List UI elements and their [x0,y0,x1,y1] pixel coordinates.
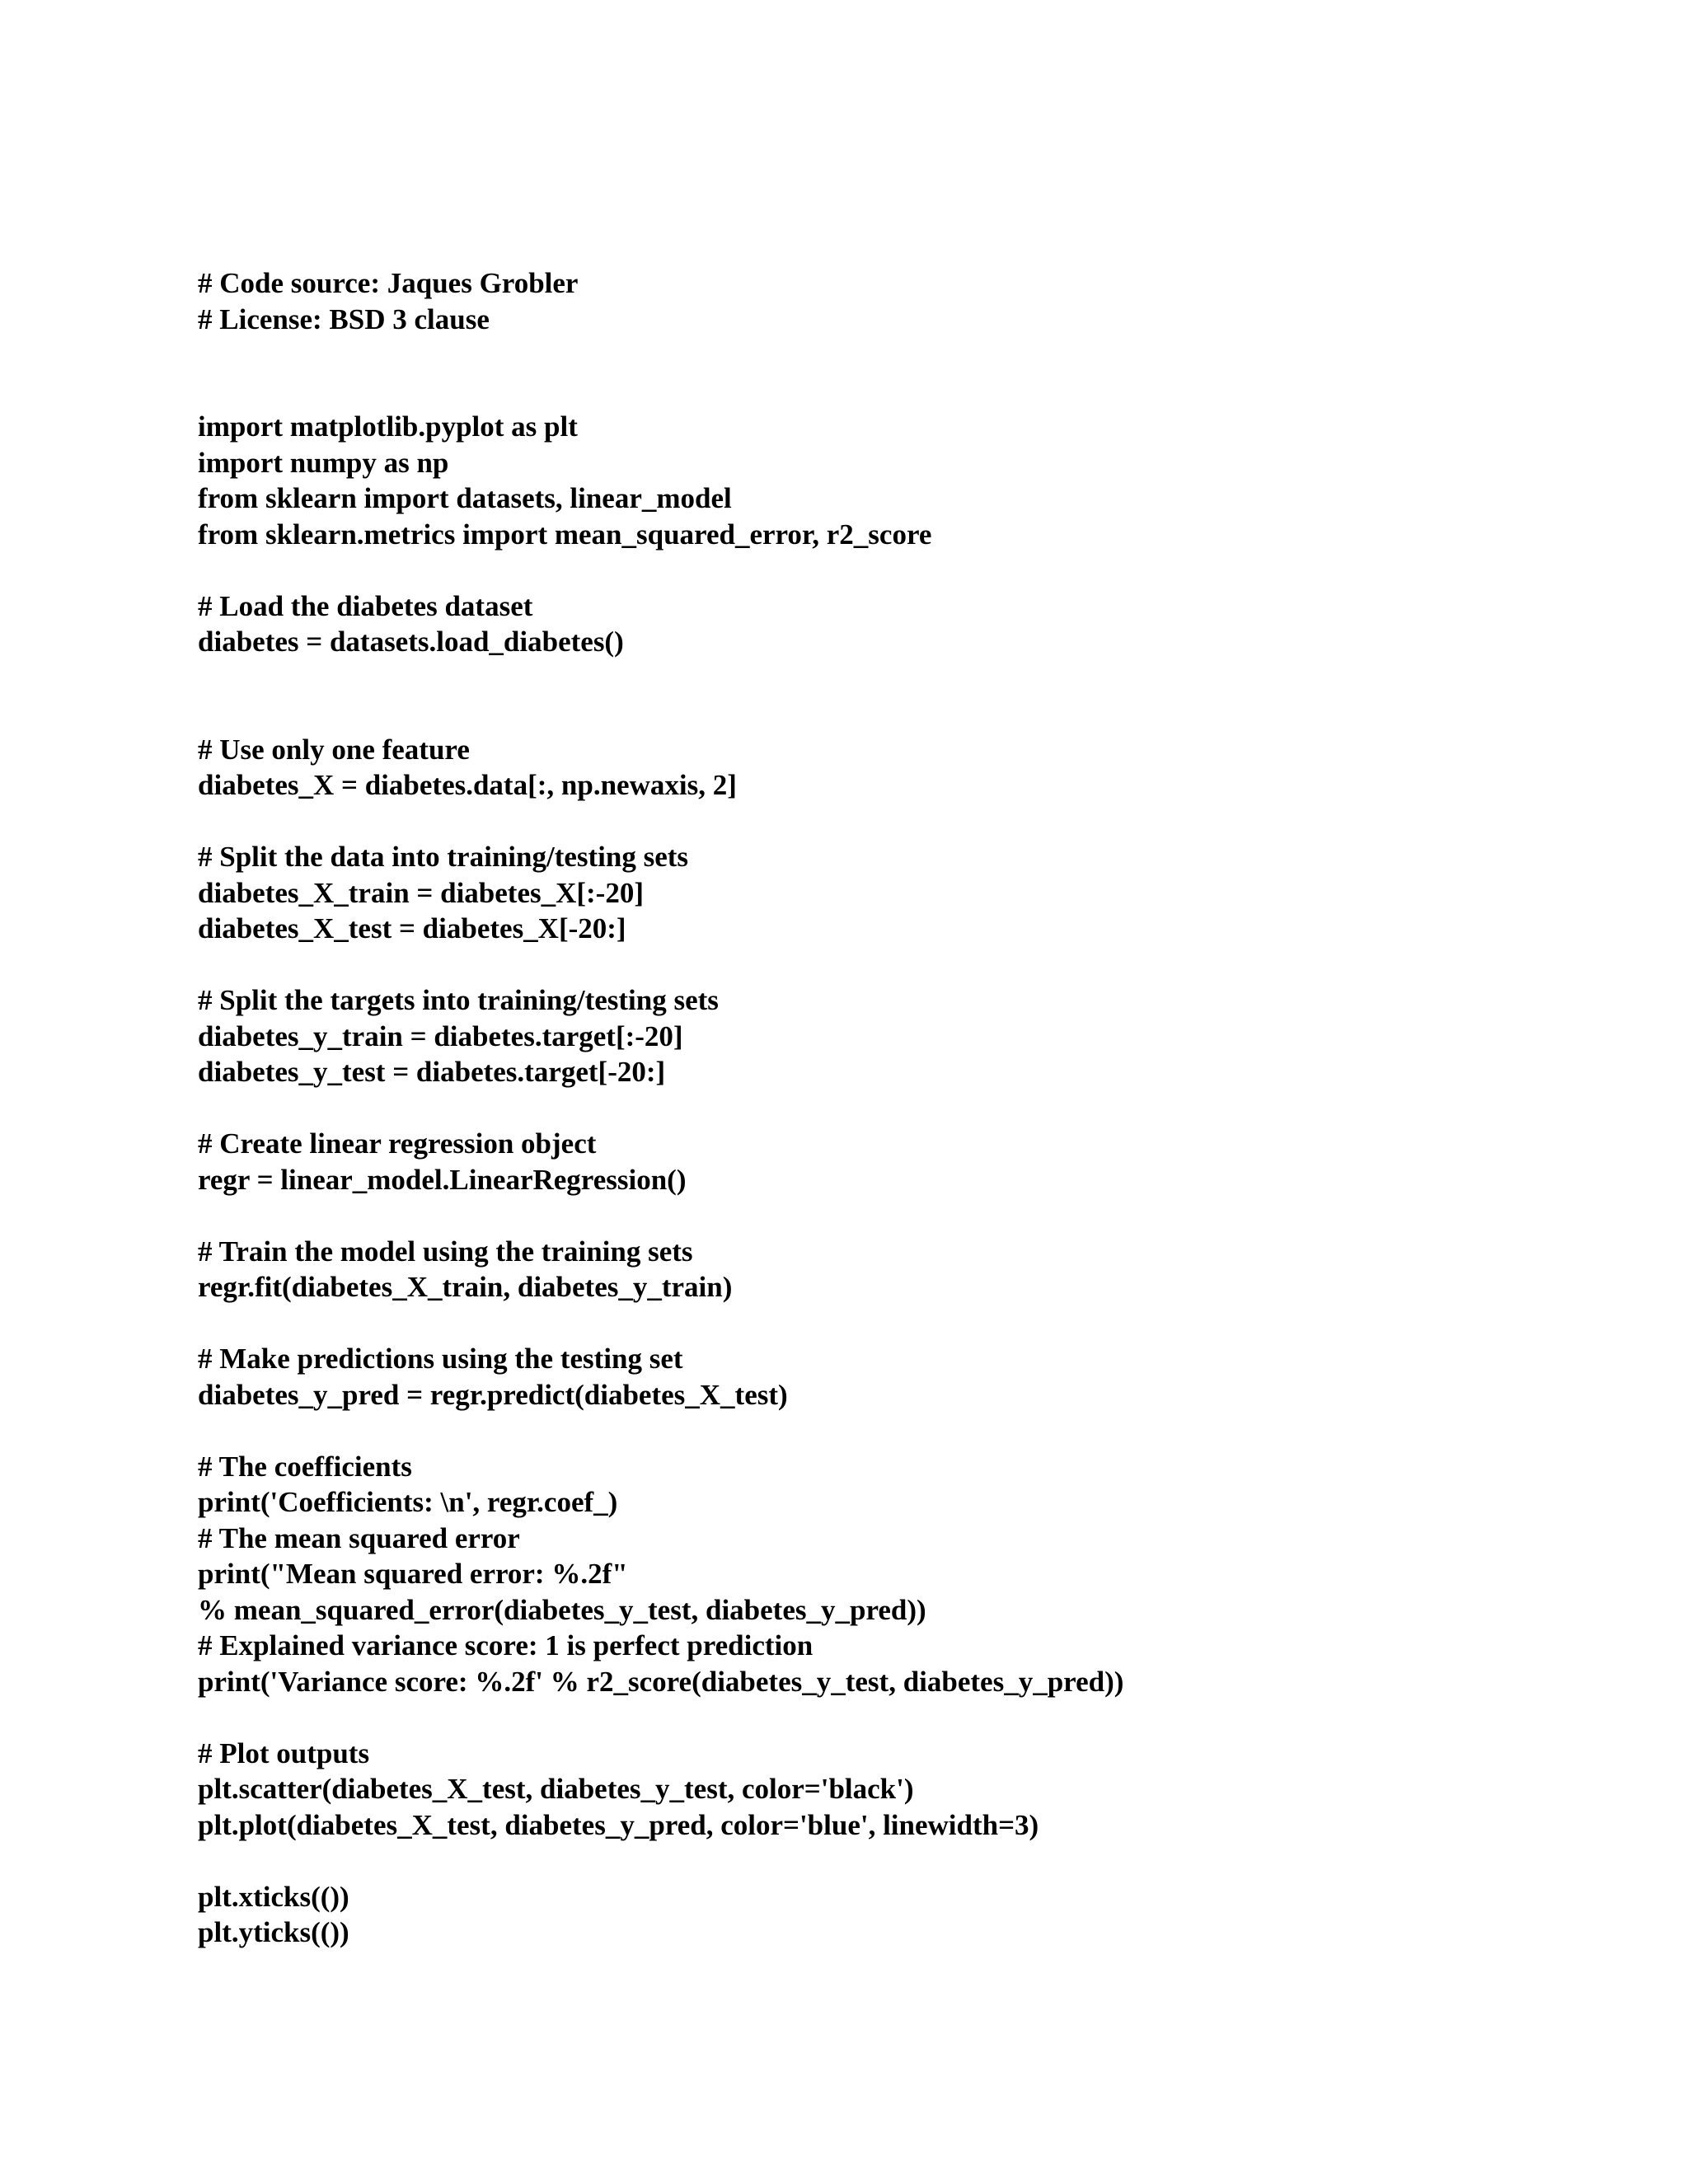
code-line: diabetes_y_test = diabetes.target[-20:] [198,1056,666,1088]
code-line: regr.fit(diabetes_X_train, diabetes_y_train) [198,1271,733,1303]
code-line [198,947,1648,983]
code-line: import numpy as np [198,446,449,479]
code-line: diabetes_y_train = diabetes.target[:-20] [198,1019,683,1052]
code-line: from sklearn import datasets, linear_model [198,482,732,514]
code-line: # Create linear regression object [198,1127,597,1160]
code-line: diabetes = datasets.load_diabetes() [198,626,624,658]
code-line: # License: BSD 3 clause [198,302,490,335]
code-line [198,804,1648,840]
code-line: diabetes_y_pred = regr.predict(diabetes_X_test) [198,1378,788,1411]
code-line: # Split the targets into training/testing sets [198,984,719,1016]
code-listing [198,265,1648,1951]
code-line: # The coefficients [198,1450,412,1483]
code-line [198,1090,1648,1127]
code-line: # Make predictions using the testing set [198,1343,683,1375]
code-line: plt.yticks(()) [198,1916,349,1948]
code-line [198,660,1648,696]
code-line [198,552,1648,588]
code-line: import matplotlib.pyplot as plt [198,410,578,443]
code-line [198,1197,1648,1234]
code-line [198,1843,1648,1879]
code-line: # Split the data into training/testing sets [198,841,689,873]
code-line: plt.plot(diabetes_X_test, diabetes_y_pred, color='blue', linewidth=3) [198,1808,1039,1841]
code-line [198,1413,1648,1449]
code-line: diabetes_X_train = diabetes_X[:-20] [198,876,644,909]
code-line [198,373,1648,410]
code-line: diabetes_X_test = diabetes_X[-20:] [198,912,626,944]
code-line [198,1305,1648,1342]
code-line: # Train the model using the training sets [198,1235,693,1268]
code-line: # The mean squared error [198,1521,520,1554]
code-line [198,1699,1648,1736]
code-line: % mean_squared_error(diabetes_y_test, diabetes_y_pred)) [198,1593,926,1626]
code-line: print('Coefficients: \n', regr.coef_) [198,1486,618,1518]
code-line [198,337,1648,373]
code-line: from sklearn.metrics import mean_squared_error, r2_score [198,518,932,551]
code-line: print("Mean squared error: %.2f" [198,1558,628,1590]
code-line: # Code source: Jaques Grobler [198,267,579,299]
code-line: # Use only one feature [198,733,470,766]
code-line: diabetes_X = diabetes.data[:, np.newaxis, 2] [198,769,737,801]
code-line [198,696,1648,732]
code-line: # Plot outputs [198,1736,370,1769]
code-line: # Load the diabetes dataset [198,589,533,622]
code-line: plt.xticks(()) [198,1880,349,1913]
code-line: regr = linear_model.LinearRegression() [198,1163,687,1196]
code-line: print('Variance score: %.2f' % r2_score(diabetes_y_test, diabetes_y_pred)) [198,1665,1124,1698]
code-line: plt.scatter(diabetes_X_test, diabetes_y_test, color='black') [198,1773,914,1805]
code-line: # Explained variance score: 1 is perfect prediction [198,1629,814,1661]
